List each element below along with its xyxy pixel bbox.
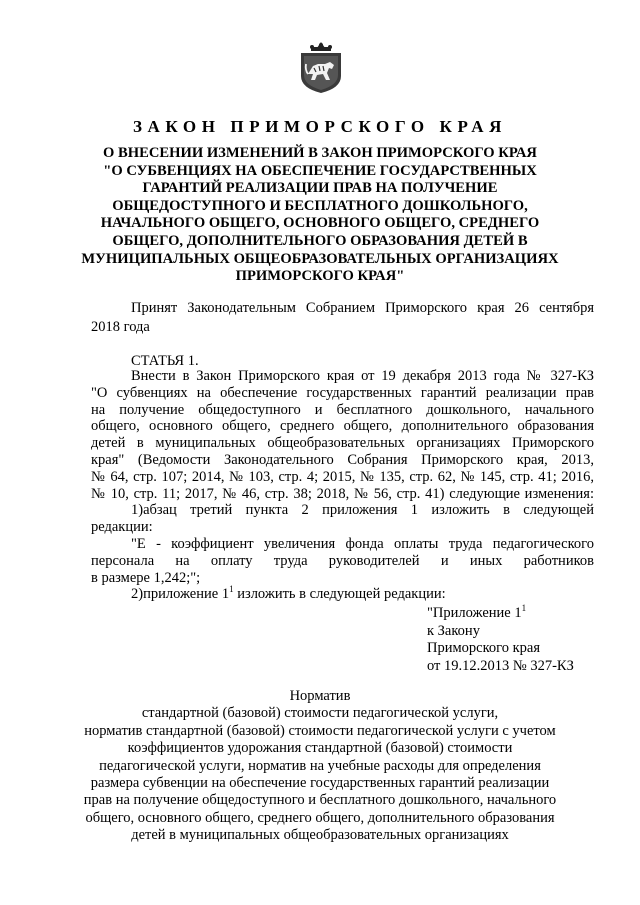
appendix-line: Приморского края: [427, 640, 541, 656]
normativ-line: коэффициентов удорожания стандартной (базовой) стоимости: [127, 740, 513, 757]
amendment-paragraph: [91, 368, 594, 502]
amendment-item-2: [91, 586, 594, 603]
subtitle-line: ПРИМОРСКОГО КРАЯ": [235, 268, 405, 285]
paragraph-line: персонала на оплату труда руководителей и иных работников: [91, 552, 594, 569]
subtitle-line: НАЧАЛЬНОГО ОБЩЕГО, ОСНОВНОГО ОБЩЕГО, СРЕДНЕГО: [100, 215, 540, 232]
subtitle-line: МУНИЦИПАЛЬНЫХ ОБЩЕОБРАЗОВАТЕЛЬНЫХ ОРГАНИЗАЦИЯХ: [81, 250, 559, 267]
adoption-note-line: Принят Законодательным Собранием Приморского края 26 сентября: [131, 300, 594, 316]
superscript: 1: [521, 603, 527, 614]
paragraph-line: Внести в Закон Приморского края от 19 декабря 2013 года № 327-КЗ: [131, 368, 594, 384]
appendix-line: к Закону: [427, 622, 480, 639]
subtitle-line: ОБЩЕГО, ДОПОЛНИТЕЛЬНОГО ОБРАЗОВАНИЯ ДЕТЕЙ В: [112, 232, 528, 249]
paragraph-line: № 64, стр. 107; 2014, № 103, стр. 4; 2015, № 135, стр. 62, № 145, стр. 41; 2016,: [91, 468, 594, 485]
subtitle-line: "О СУБВЕНЦИЯХ НА ОБЕСПЕЧЕНИЕ ГОСУДАРСТВЕННЫХ: [103, 162, 537, 179]
item-2-text: 2)приложение 1: [131, 586, 230, 603]
adoption-note: [91, 299, 594, 336]
subtitle-line: ГАРАНТИЙ РЕАЛИЗАЦИИ ПРАВ НА ПОЛУЧЕНИЕ: [142, 180, 498, 197]
amendment-item-1: [91, 502, 594, 536]
normativ-heading-block: [60, 688, 580, 845]
appendix-line: [427, 605, 574, 623]
paragraph-line: "О субвенциях на обеспечение государственных гарантий реализации прав: [91, 384, 594, 401]
law-subtitle: [60, 145, 580, 286]
normativ-heading: Норматив: [289, 688, 351, 704]
normativ-line: норматив стандартной (базовой) стоимости педагогической услуги с учетом: [84, 722, 556, 739]
appendix-line: от 19.12.2013 № 327-КЗ: [427, 657, 574, 674]
primorsky-coat-of-arms-icon: [299, 42, 343, 94]
normativ-line: общего, основного общего, среднего общего, дополнительного образования: [85, 809, 555, 826]
paragraph-line: 1)абзац третий пункта 2 приложения 1 изложить в следующей: [131, 502, 594, 519]
normativ-line: прав на получение общедоступного и бесплатного дошкольного, начального: [83, 792, 557, 809]
paragraph-line: общего, основного общего, среднего общего, дополнительного образования: [91, 418, 594, 435]
normativ-line: педагогической услуги, норматив на учебные расходы для определения: [99, 757, 541, 774]
paragraph-line: № 10, стр. 11; 2017, № 46, стр. 38; 2018, № 56, стр. 41) следующие изменения:: [91, 485, 594, 502]
paragraph-line: края" (Ведомости Законодательного Собрания Приморского края, 2013,: [91, 451, 594, 468]
normativ-line: стандартной (базовой) стоимости педагогической услуги,: [141, 705, 499, 722]
superscript: 1: [229, 584, 234, 595]
paragraph-line: детей в муниципальных общеобразовательных организациях Приморского: [91, 435, 594, 452]
paragraph-line: редакции:: [91, 519, 153, 536]
normativ-line: детей в муниципальных общеобразовательных организациях: [131, 827, 509, 844]
law-title: ЗАКОН ПРИМОРСКОГО КРАЯ: [132, 117, 508, 136]
article-heading: СТАТЬЯ 1.: [131, 353, 199, 369]
paragraph-line: "Е - коэффициент увеличения фонда оплаты труда педагогического: [131, 535, 594, 552]
item-2-text: изложить в следующей редакции:: [233, 586, 446, 603]
adoption-note-line: 2018 года: [91, 318, 150, 335]
paragraph-line: на получение общедоступного и бесплатного дошкольного, начального: [91, 401, 594, 418]
quoted-text: [91, 536, 594, 586]
appendix-reference: [427, 605, 574, 675]
article-body: [91, 368, 594, 603]
paragraph-line: в размере 1,242;";: [91, 569, 201, 586]
subtitle-line: ОБЩЕДОСТУПНОГО И БЕСПЛАТНОГО ДОШКОЛЬНОГО,: [112, 197, 528, 214]
appendix-title: "Приложение 1: [427, 605, 522, 621]
normativ-line: размера субвенции на обеспечение государственных гарантий реализации: [90, 775, 550, 792]
subtitle-line: О ВНЕСЕНИИ ИЗМЕНЕНИЙ В ЗАКОН ПРИМОРСКОГО КРАЯ: [103, 145, 537, 161]
